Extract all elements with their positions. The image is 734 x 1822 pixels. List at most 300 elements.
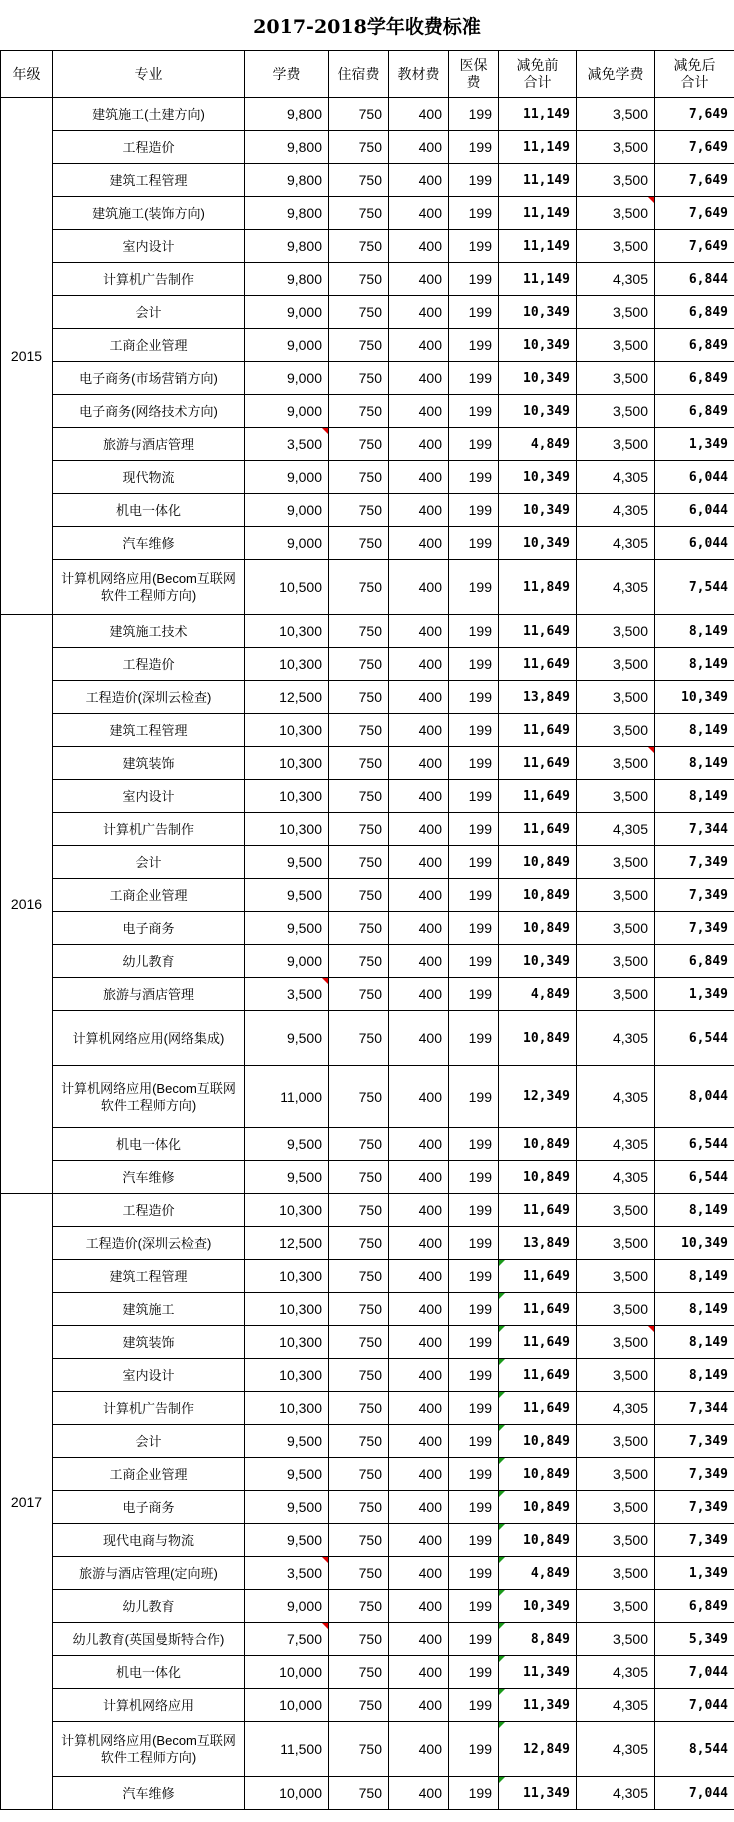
reduction-cell: 4,305 <box>577 461 655 494</box>
reduction-cell: 4,305 <box>577 1128 655 1161</box>
dorm-cell: 750 <box>329 230 389 263</box>
reduction-cell: 4,305 <box>577 1689 655 1722</box>
dorm-cell: 750 <box>329 681 389 714</box>
table-row <box>1 362 734 395</box>
after-cell: 8,544 <box>655 1722 734 1777</box>
dorm-cell: 750 <box>329 428 389 461</box>
medical-cell: 199 <box>449 1590 499 1623</box>
major-cell: 旅游与酒店管理(定向班) <box>53 1557 245 1590</box>
books-cell: 400 <box>389 98 449 131</box>
reduction-cell: 3,500 <box>577 1458 655 1491</box>
major-cell: 建筑施工(装饰方向) <box>53 197 245 230</box>
tuition-cell: 9,800 <box>245 263 329 296</box>
medical-cell: 199 <box>449 912 499 945</box>
books-cell: 400 <box>389 1392 449 1425</box>
books-cell: 400 <box>389 879 449 912</box>
tuition-cell: 9,000 <box>245 395 329 428</box>
before-cell: 10,349 <box>499 329 577 362</box>
tuition-cell: 9,500 <box>245 1491 329 1524</box>
table-row <box>1 648 734 681</box>
tuition-cell: 9,500 <box>245 1161 329 1194</box>
tuition-cell: 9,000 <box>245 461 329 494</box>
before-cell: 13,849 <box>499 1227 577 1260</box>
books-cell: 400 <box>389 945 449 978</box>
before-cell: 10,849 <box>499 1161 577 1194</box>
medical-cell: 199 <box>449 527 499 560</box>
dorm-cell: 750 <box>329 1590 389 1623</box>
dorm-cell: 750 <box>329 329 389 362</box>
books-cell: 400 <box>389 1227 449 1260</box>
dorm-cell: 750 <box>329 1623 389 1656</box>
medical-cell: 199 <box>449 1260 499 1293</box>
before-cell: 10,849 <box>499 1458 577 1491</box>
tuition-cell: 10,300 <box>245 1260 329 1293</box>
table-row <box>1 1260 734 1293</box>
reduction-cell: 3,500 <box>577 1359 655 1392</box>
tuition-cell: 9,000 <box>245 494 329 527</box>
medical-cell: 199 <box>449 1293 499 1326</box>
before-cell: 11,149 <box>499 164 577 197</box>
books-cell: 400 <box>389 1066 449 1128</box>
tuition-cell: 10,300 <box>245 615 329 648</box>
after-cell: 8,044 <box>655 1066 734 1128</box>
reduction-cell: 3,500 <box>577 648 655 681</box>
table-row <box>1 1722 734 1777</box>
after-cell: 7,649 <box>655 197 734 230</box>
dorm-cell: 750 <box>329 263 389 296</box>
reduction-cell: 4,305 <box>577 263 655 296</box>
tuition-cell: 9,500 <box>245 1011 329 1066</box>
tuition-cell: 9,500 <box>245 1524 329 1557</box>
table-row <box>1 494 734 527</box>
reduction-cell: 4,305 <box>577 1392 655 1425</box>
major-cell: 建筑施工 <box>53 1293 245 1326</box>
tuition-cell: 10,300 <box>245 780 329 813</box>
books-cell: 400 <box>389 428 449 461</box>
tuition-cell: 10,300 <box>245 1359 329 1392</box>
major-cell: 计算机广告制作 <box>53 813 245 846</box>
before-cell: 10,849 <box>499 1491 577 1524</box>
dorm-cell: 750 <box>329 164 389 197</box>
before-cell: 11,649 <box>499 714 577 747</box>
major-cell: 汽车维修 <box>53 1161 245 1194</box>
medical-cell: 199 <box>449 846 499 879</box>
after-cell: 7,344 <box>655 1392 734 1425</box>
after-cell: 7,349 <box>655 846 734 879</box>
tuition-cell: 10,300 <box>245 714 329 747</box>
table-row <box>1 681 734 714</box>
table-row <box>1 1524 734 1557</box>
reduction-cell: 4,305 <box>577 1161 655 1194</box>
after-cell: 8,149 <box>655 648 734 681</box>
reduction-cell: 3,500 <box>577 1524 655 1557</box>
before-cell: 10,349 <box>499 395 577 428</box>
after-cell: 8,149 <box>655 747 734 780</box>
medical-cell: 199 <box>449 1011 499 1066</box>
major-cell: 计算机广告制作 <box>53 263 245 296</box>
fee-table <box>0 50 734 1810</box>
tuition-cell: 7,500 <box>245 1623 329 1656</box>
table-row <box>1 296 734 329</box>
before-cell: 10,849 <box>499 846 577 879</box>
before-cell: 4,849 <box>499 428 577 461</box>
dorm-cell: 750 <box>329 494 389 527</box>
reduction-cell: 3,500 <box>577 1260 655 1293</box>
tuition-cell: 10,000 <box>245 1656 329 1689</box>
before-cell: 10,849 <box>499 1128 577 1161</box>
before-cell: 11,149 <box>499 230 577 263</box>
table-row <box>1 428 734 461</box>
reduction-cell: 3,500 <box>577 1491 655 1524</box>
table-row <box>1 1777 734 1810</box>
before-cell: 13,849 <box>499 681 577 714</box>
tuition-cell: 10,300 <box>245 648 329 681</box>
dorm-cell: 750 <box>329 1491 389 1524</box>
after-cell: 6,849 <box>655 945 734 978</box>
reduction-cell: 4,305 <box>577 560 655 615</box>
medical-cell: 199 <box>449 1161 499 1194</box>
medical-cell: 199 <box>449 1425 499 1458</box>
dorm-cell: 750 <box>329 1359 389 1392</box>
books-cell: 400 <box>389 1128 449 1161</box>
major-cell: 会计 <box>53 846 245 879</box>
books-cell: 400 <box>389 681 449 714</box>
table-row <box>1 1011 734 1066</box>
table-row <box>1 1128 734 1161</box>
books-cell: 400 <box>389 1689 449 1722</box>
after-cell: 7,349 <box>655 912 734 945</box>
major-cell: 工程造价(深圳云检查) <box>53 1227 245 1260</box>
table-row <box>1 1689 734 1722</box>
books-cell: 400 <box>389 1491 449 1524</box>
tuition-cell: 9,500 <box>245 1425 329 1458</box>
after-cell: 7,044 <box>655 1689 734 1722</box>
reduction-cell: 3,500 <box>577 1227 655 1260</box>
reduction-cell: 3,500 <box>577 230 655 263</box>
before-cell: 11,649 <box>499 1260 577 1293</box>
before-cell: 10,849 <box>499 879 577 912</box>
medical-cell: 199 <box>449 1227 499 1260</box>
medical-cell: 199 <box>449 263 499 296</box>
reduction-cell: 3,500 <box>577 879 655 912</box>
medical-cell: 199 <box>449 1777 499 1810</box>
books-cell: 400 <box>389 846 449 879</box>
table-row <box>1 164 734 197</box>
dorm-cell: 750 <box>329 1161 389 1194</box>
medical-cell: 199 <box>449 879 499 912</box>
tuition-cell: 10,300 <box>245 813 329 846</box>
books-cell: 400 <box>389 1326 449 1359</box>
header-before: 减免前 合计 <box>499 51 577 98</box>
before-cell: 11,649 <box>499 1326 577 1359</box>
major-cell: 现代物流 <box>53 461 245 494</box>
tuition-cell: 12,500 <box>245 1227 329 1260</box>
dorm-cell: 750 <box>329 1722 389 1777</box>
major-cell: 工商企业管理 <box>53 329 245 362</box>
tuition-cell: 10,300 <box>245 1194 329 1227</box>
major-cell: 建筑施工技术 <box>53 615 245 648</box>
tuition-cell: 9,500 <box>245 1458 329 1491</box>
medical-cell: 199 <box>449 296 499 329</box>
books-cell: 400 <box>389 230 449 263</box>
table-row <box>1 945 734 978</box>
before-cell: 8,849 <box>499 1623 577 1656</box>
major-cell: 建筑工程管理 <box>53 164 245 197</box>
reduction-cell: 3,500 <box>577 1425 655 1458</box>
table-row <box>1 879 734 912</box>
tuition-cell: 10,500 <box>245 560 329 615</box>
medical-cell: 199 <box>449 329 499 362</box>
books-cell: 400 <box>389 1293 449 1326</box>
before-cell: 10,349 <box>499 296 577 329</box>
page-title: 2017-2018学年收费标准 <box>253 16 481 38</box>
medical-cell: 199 <box>449 1359 499 1392</box>
header-tuition: 学费 <box>245 51 329 98</box>
reduction-cell: 3,500 <box>577 362 655 395</box>
major-cell: 建筑装饰 <box>53 1326 245 1359</box>
major-cell: 建筑工程管理 <box>53 714 245 747</box>
after-cell: 10,349 <box>655 681 734 714</box>
tuition-cell: 10,000 <box>245 1689 329 1722</box>
before-cell: 11,649 <box>499 813 577 846</box>
header-books: 教材费 <box>389 51 449 98</box>
medical-cell: 199 <box>449 230 499 263</box>
medical-cell: 199 <box>449 1656 499 1689</box>
after-cell: 6,849 <box>655 395 734 428</box>
after-cell: 6,544 <box>655 1011 734 1066</box>
dorm-cell: 750 <box>329 1458 389 1491</box>
major-cell: 室内设计 <box>53 780 245 813</box>
books-cell: 400 <box>389 1359 449 1392</box>
after-cell: 6,849 <box>655 1590 734 1623</box>
major-cell: 建筑装饰 <box>53 747 245 780</box>
after-cell: 6,044 <box>655 494 734 527</box>
major-cell: 机电一体化 <box>53 494 245 527</box>
tuition-cell: 10,000 <box>245 1777 329 1810</box>
after-cell: 8,149 <box>655 780 734 813</box>
dorm-cell: 750 <box>329 296 389 329</box>
after-cell: 8,149 <box>655 615 734 648</box>
tuition-cell: 3,500 <box>245 428 329 461</box>
before-cell: 4,849 <box>499 1557 577 1590</box>
dorm-cell: 750 <box>329 1557 389 1590</box>
medical-cell: 199 <box>449 1066 499 1128</box>
before-cell: 12,849 <box>499 1722 577 1777</box>
before-cell: 10,349 <box>499 527 577 560</box>
table-row <box>1 1161 734 1194</box>
major-cell: 工程造价 <box>53 1194 245 1227</box>
medical-cell: 199 <box>449 1623 499 1656</box>
before-cell: 11,349 <box>499 1689 577 1722</box>
after-cell: 7,349 <box>655 1491 734 1524</box>
after-cell: 7,344 <box>655 813 734 846</box>
dorm-cell: 750 <box>329 978 389 1011</box>
dorm-cell: 750 <box>329 846 389 879</box>
major-cell: 建筑工程管理 <box>53 1260 245 1293</box>
books-cell: 400 <box>389 461 449 494</box>
major-cell: 电子商务 <box>53 912 245 945</box>
tuition-cell: 9,500 <box>245 912 329 945</box>
before-cell: 10,349 <box>499 945 577 978</box>
reduction-cell: 3,500 <box>577 98 655 131</box>
tuition-cell: 9,800 <box>245 131 329 164</box>
major-cell: 幼儿教育(英国曼斯特合作) <box>53 1623 245 1656</box>
books-cell: 400 <box>389 1458 449 1491</box>
medical-cell: 199 <box>449 780 499 813</box>
table-row <box>1 1623 734 1656</box>
after-cell: 6,849 <box>655 362 734 395</box>
table-row <box>1 978 734 1011</box>
books-cell: 400 <box>389 560 449 615</box>
tuition-cell: 10,300 <box>245 1326 329 1359</box>
major-cell: 计算机广告制作 <box>53 1392 245 1425</box>
after-cell: 7,349 <box>655 879 734 912</box>
dorm-cell: 750 <box>329 362 389 395</box>
dorm-cell: 750 <box>329 1227 389 1260</box>
books-cell: 400 <box>389 1524 449 1557</box>
reduction-cell: 3,500 <box>577 714 655 747</box>
header-after: 减免后 合计 <box>655 51 734 98</box>
table-row <box>1 846 734 879</box>
books-cell: 400 <box>389 395 449 428</box>
table-row <box>1 329 734 362</box>
table-row <box>1 98 734 131</box>
medical-cell: 199 <box>449 98 499 131</box>
medical-cell: 199 <box>449 945 499 978</box>
before-cell: 10,849 <box>499 1011 577 1066</box>
after-cell: 6,544 <box>655 1128 734 1161</box>
table-row <box>1 1326 734 1359</box>
fee-table-body <box>1 98 734 1810</box>
reduction-cell: 3,500 <box>577 1326 655 1359</box>
table-row <box>1 813 734 846</box>
tuition-cell: 12,500 <box>245 681 329 714</box>
before-cell: 11,649 <box>499 747 577 780</box>
header-major: 专业 <box>53 51 245 98</box>
table-row <box>1 1066 734 1128</box>
before-cell: 11,649 <box>499 1359 577 1392</box>
table-row <box>1 527 734 560</box>
dorm-cell: 750 <box>329 1326 389 1359</box>
after-cell: 6,044 <box>655 461 734 494</box>
major-cell: 工程造价 <box>53 131 245 164</box>
tuition-cell: 11,000 <box>245 1066 329 1128</box>
books-cell: 400 <box>389 648 449 681</box>
medical-cell: 199 <box>449 1524 499 1557</box>
reduction-cell: 3,500 <box>577 912 655 945</box>
medical-cell: 199 <box>449 1194 499 1227</box>
medical-cell: 199 <box>449 164 499 197</box>
major-cell: 会计 <box>53 296 245 329</box>
reduction-cell: 3,500 <box>577 780 655 813</box>
after-cell: 7,649 <box>655 230 734 263</box>
books-cell: 400 <box>389 329 449 362</box>
dorm-cell: 750 <box>329 131 389 164</box>
books-cell: 400 <box>389 362 449 395</box>
year-cell: 2016 <box>1 615 53 1194</box>
major-cell: 幼儿教育 <box>53 945 245 978</box>
before-cell: 11,349 <box>499 1656 577 1689</box>
dorm-cell: 750 <box>329 615 389 648</box>
dorm-cell: 750 <box>329 197 389 230</box>
medical-cell: 199 <box>449 1326 499 1359</box>
tuition-cell: 9,500 <box>245 846 329 879</box>
tuition-cell: 9,800 <box>245 230 329 263</box>
table-row <box>1 263 734 296</box>
major-cell: 机电一体化 <box>53 1656 245 1689</box>
after-cell: 7,349 <box>655 1524 734 1557</box>
tuition-cell: 10,300 <box>245 747 329 780</box>
major-cell: 电子商务(市场营销方向) <box>53 362 245 395</box>
medical-cell: 199 <box>449 197 499 230</box>
header-row <box>1 51 734 98</box>
dorm-cell: 750 <box>329 945 389 978</box>
medical-cell: 199 <box>449 1689 499 1722</box>
after-cell: 7,649 <box>655 164 734 197</box>
before-cell: 10,349 <box>499 494 577 527</box>
table-row <box>1 615 734 648</box>
medical-cell: 199 <box>449 428 499 461</box>
reduction-cell: 4,305 <box>577 1656 655 1689</box>
dorm-cell: 750 <box>329 1392 389 1425</box>
table-row <box>1 780 734 813</box>
table-row <box>1 1590 734 1623</box>
major-cell: 计算机网络应用(Becom互联网软件工程师方向) <box>53 1066 245 1128</box>
dorm-cell: 750 <box>329 780 389 813</box>
books-cell: 400 <box>389 1590 449 1623</box>
medical-cell: 199 <box>449 395 499 428</box>
table-row <box>1 912 734 945</box>
table-row <box>1 1194 734 1227</box>
medical-cell: 199 <box>449 131 499 164</box>
major-cell: 计算机网络应用(Becom互联网软件工程师方向) <box>53 1722 245 1777</box>
dorm-cell: 750 <box>329 1777 389 1810</box>
dorm-cell: 750 <box>329 1066 389 1128</box>
reduction-cell: 3,500 <box>577 1590 655 1623</box>
before-cell: 11,149 <box>499 98 577 131</box>
dorm-cell: 750 <box>329 912 389 945</box>
after-cell: 6,849 <box>655 296 734 329</box>
tuition-cell: 9,000 <box>245 1590 329 1623</box>
dorm-cell: 750 <box>329 1128 389 1161</box>
books-cell: 400 <box>389 296 449 329</box>
after-cell: 8,149 <box>655 714 734 747</box>
after-cell: 10,349 <box>655 1227 734 1260</box>
major-cell: 幼儿教育 <box>53 1590 245 1623</box>
dorm-cell: 750 <box>329 1011 389 1066</box>
after-cell: 6,544 <box>655 1161 734 1194</box>
medical-cell: 199 <box>449 813 499 846</box>
before-cell: 11,849 <box>499 560 577 615</box>
table-row <box>1 1557 734 1590</box>
header-medical: 医保 费 <box>449 51 499 98</box>
major-cell: 现代电商与物流 <box>53 1524 245 1557</box>
table-row <box>1 1491 734 1524</box>
dorm-cell: 750 <box>329 1293 389 1326</box>
books-cell: 400 <box>389 714 449 747</box>
medical-cell: 199 <box>449 1722 499 1777</box>
major-cell: 计算机网络应用(Becom互联网软件工程师方向) <box>53 560 245 615</box>
tuition-cell: 10,300 <box>245 1293 329 1326</box>
dorm-cell: 750 <box>329 527 389 560</box>
before-cell: 10,349 <box>499 362 577 395</box>
books-cell: 400 <box>389 527 449 560</box>
after-cell: 7,349 <box>655 1425 734 1458</box>
books-cell: 400 <box>389 1656 449 1689</box>
after-cell: 8,149 <box>655 1194 734 1227</box>
after-cell: 8,149 <box>655 1260 734 1293</box>
medical-cell: 199 <box>449 461 499 494</box>
